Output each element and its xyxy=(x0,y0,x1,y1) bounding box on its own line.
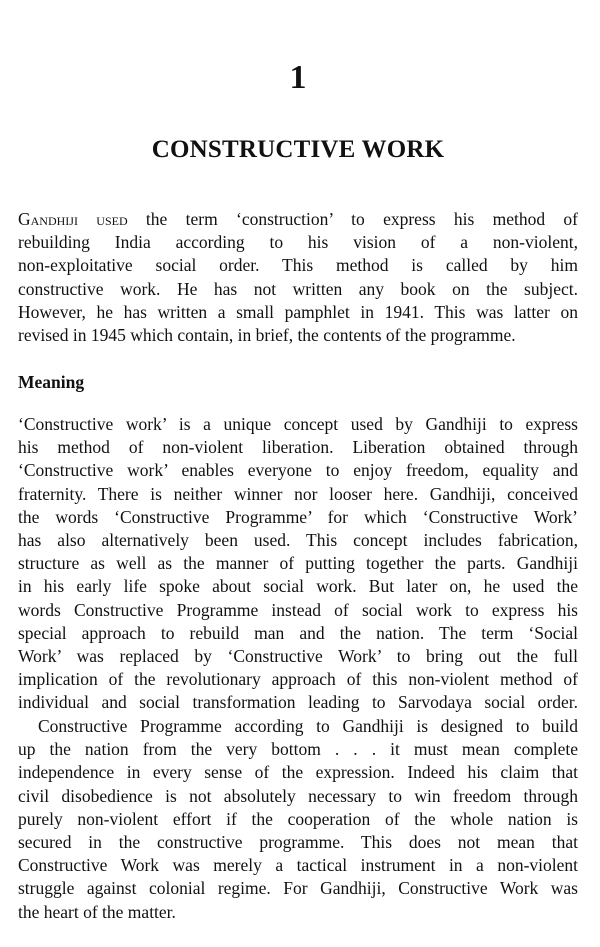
paragraph-meaning xyxy=(18,413,578,715)
chapter-number: 1 xyxy=(289,59,307,96)
paragraph-programme xyxy=(18,715,578,924)
paragraph-line: has also alternatively been used. This concept includes fabrication, xyxy=(18,530,578,551)
intro-line: However, he has written a small pamphlet in 1941. This was latter on xyxy=(18,301,578,322)
paragraph-line: ‘Constructive work’ is a unique concept used by Gandhiji to express xyxy=(18,414,578,434)
intro-line: constructive work. He has not written any book on the subject. xyxy=(18,278,578,299)
paragraph-line: in his early life spoke about social work. But later on, he used the xyxy=(18,576,578,597)
paragraph-line: fraternity. There is neither winner nor looser here. Gandhiji, conceived xyxy=(18,483,578,504)
paragraph-line: ‘Constructive work’ enables everyone to enjoy freedom, equality and xyxy=(18,460,578,481)
intro-line: rebuilding India according to his vision of a non-violent, xyxy=(18,232,578,253)
chapter-title: CONSTRUCTIVE WORK xyxy=(151,136,445,163)
paragraph-line: struggle against colonial regime. For Gandhiji, Constructive Work was xyxy=(18,878,578,899)
paragraph-line: his method of non-violent liberation. Liberation obtained through xyxy=(18,437,578,458)
intro-line: revised in 1945 which contain, in brief, the contents of the programme. xyxy=(18,325,516,346)
paragraph-line: secured in the constructive programme. This does not mean that xyxy=(18,832,578,853)
paragraph-line: implication of the revolutionary approach of this non-violent method of xyxy=(18,669,578,690)
paragraph-line: structure as well as the manner of putting together the parts. Gandhiji xyxy=(18,553,578,574)
paragraph-line: words Constructive Programme instead of social work to express his xyxy=(18,599,578,620)
paragraph-line: Work’ was replaced by ‘Constructive Work’ to bring out the full xyxy=(18,646,578,667)
paragraph-line: purely non-violent effort if the cooperation of the whole nation is xyxy=(18,808,578,829)
paragraph-line: independence in every sense of the expression. Indeed his claim that xyxy=(18,762,578,783)
paragraph-line: Constructive Work was merely a tactical instrument in a non-violent xyxy=(18,855,578,876)
paragraph-line: Constructive Programme according to Gandhiji is designed to build xyxy=(38,716,578,736)
paragraph-line: civil disobedience is not absolutely necessary to win freedom through xyxy=(18,785,578,806)
section-heading: Meaning xyxy=(18,372,85,392)
intro-line xyxy=(18,208,578,231)
paragraph-line: special approach to rebuild man and the nation. The term ‘Social xyxy=(18,622,578,643)
paragraph-line: up the nation from the very bottom . . . it must mean complete xyxy=(18,739,578,760)
paragraph-line: the words ‘Constructive Programme’ for which ‘Constructive Work’ xyxy=(18,506,578,527)
paragraph-line: individual and social transformation leading to Sarvodaya social order. xyxy=(18,692,578,713)
intro-line-text: the term ‘construction’ to express his method of xyxy=(127,209,578,229)
paragraph-line: the heart of the matter. xyxy=(18,901,176,922)
intro-paragraph xyxy=(18,208,578,347)
intro-lead-smallcaps: Gandhiji used xyxy=(18,209,128,229)
intro-line: non-exploitative social order. This method is called by him xyxy=(18,255,578,276)
